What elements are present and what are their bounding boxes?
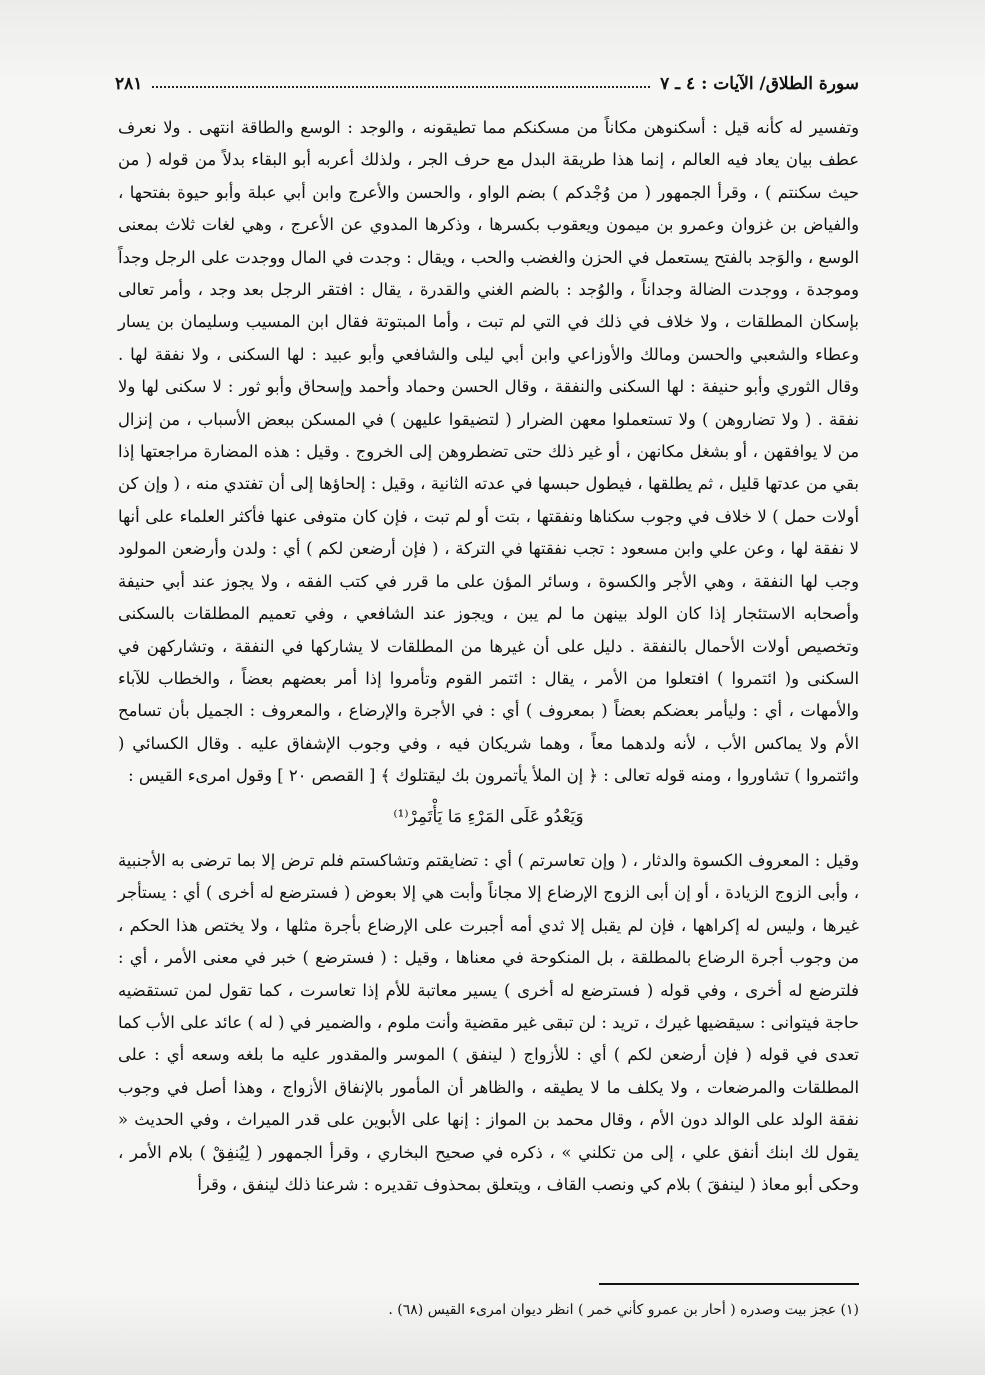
main-text (118, 112, 859, 1201)
footnote-separator (599, 1283, 859, 1285)
footnote: (١) عجز بيت وصدره ( أحار بن عمرو كأني خمر ) انظر ديوان امرىء القيس (٦٨) . (388, 1302, 859, 1318)
surah-title: سورة الطلاق/ الآيات : ٤ ـ ٧ (660, 74, 859, 94)
page-number: ٢٨١ (115, 74, 143, 94)
paragraph-1: وتفسير له كأنه قيل : أسكنوهن مكاناً من مسكنكم مما تطيقونه ، والوجد : الوسع والطاقة انتهى . ولا نعرف عطف بيان يعاد فيه العالم ، إنما هذا طريقة البدل مع حرف الجر ، ولذلك أعربه أبو البقاء بدلاً من قوله ( من حيث سكنتم ) ، وقرأ الجمهور ( من وُجْدكم ) بضم الواو ، والحسن والأعرج وابن أبي عبلة وأبو حيوة بفتحها ، والفياض بن غزوان وعمرو بن ميمون ويعقوب بكسرها ، وذكرها المدوي عن الأعرج ، وهي لغات ثلاث بمعنى الوسع ، والوَجد بالفتح يستعمل في الحزن والغضب والحب ، ويقال : وجدت في المال ووجدت على الرجل وجداً وموجدة ، ووجدت الضالة وجداناً ، والوُجد : بالضم الغني والقدرة ، يقال : افتقر الرجل بعد وجد ، وأمر تعالى بإسكان المطلقات ، ولا خلاف في ذلك في التي لم تبت ، وأما المبتوتة فقال ابن المسيب وسليمان بن يسار وعطاء والشعبي والحسن ومالك والأوزاعي وابن أبي ليلى والشافعي وأبو عبيد : لها السكنى ، ولا نفقة لها . وقال الثوري وأبو حنيفة : لها السكنى والنفقة ، وقال الحسن وحماد وأحمد وإسحاق وأبو ثور : لا سكنى لها ولا نفقة . ( ولا تضاروهن ) ولا تستعملوا معهن الضرار ( لتضيقوا عليهن ) في المسكن ببعض الأسباب ، من إنزال من لا يوافقهن ، أو بشغل مكانهن ، أو غير ذلك حتى تضطروهن إلى الخروج . وقيل : هذه المضارة مراجعتها إذا بقي من عدتها قليل ، ثم يطلقها ، فيطول حبسها في عدته الثانية ، وقيل : إلحاؤها إلى أن تفتدي منه ، ( وإن كن أولات حمل ) لا خلاف في وجوب سكناها ونفقتها ، بتت أو لم تبت ، فإن كان متوفى عنها فأكثر العلماء على أنها لا نفقة لها ، وعن علي وابن مسعود : تجب نفقتها في التركة ، ( فإن أرضعن لكم ) أي : ولدن وأرضعن المولود وجب لها النفقة ، وهي الأجر والكسوة ، وسائر المؤن على ما قرر في كتب الفقه ، ولا يجوز عند أبي حنيفة وأصحابه الاستئجار إذا كان الولد بينهن ما لم يبن ، ويجوز عند الشافعي ، وفي تعميم المطلقات بالسكنى وتخصيص أولات الأحمال بالنفقة . دليل على أن غيرها من المطلقات لا يشاركها في النفقة ، وتشاركهن في السكنى و( ائتمروا ) افتعلوا من الأمر ، يقال : ائتمر القوم وتأمروا إذا أمر بعضهم بعضاً ، والخطاب للآباء والأمهات ، أي : وليأمر بعضكم بعضاً ( بمعروف ) أي : في الأجرة والإرضاع ، والمعروف : الجميل بأن تسامح الأم ولا يماكس الأب ، لأنه ولدهما معاً ، وهما شريكان فيه ، وفي وجوب الإشفاق عليه . وقال الكسائي ( وائتمروا ) تشاوروا ، ومنه قوله تعالى : ﴿ إن الملأ يأتمرون بك ليقتلوك ﴾ [ القصص ٢٠ ] وقول امرىء القيس : (118, 118, 859, 786)
running-header (115, 62, 859, 94)
poetry-verse: وَيَعْدُو عَلَى المَرْءِ مَا يَأْتَمِرْ⁽¹⁾ (393, 806, 584, 827)
leader-dots (152, 85, 650, 88)
paragraph-2: وقيل : المعروف الكسوة والدثار ، ( وإن تعاسرتم ) أي : تضايقتم وتشاكستم فلم ترض إلا بما ترضى به الأجنبية ، وأبى الزوج الزيادة ، أو إن أبى الزوج الإرضاع إلا مجاناً وأبت هي إلا بعوض ( فسترضع له أخرى ) أي : يستأجر غيرها ، وليس له إكراهها ، فإن لم يقبل إلا ثدي أمه أجبرت على الإرضاع بأجرة مثلها ، ولا يختص هذا الحكم ، من وجوب أجرة الرضاع بالمطلقة ، بل المنكوحة في معناها ، وقيل : ( فسترضع ) خبر في معنى الأمر ، أي : فلترضع له أخرى ، وفي قوله ( فسترضع له أخرى ) يسير معاتبة للأم إذا تعاسرت ، كما تقول لمن تستقضيه حاجة فيتوانى : سيقضيها غيرك ، تريد : لن تبقى غير مقضية وأنت ملوم ، والضمير في ( له ) عائد على الأب كما تعدى في قوله ( فإن أرضعن لكم ) أي : للأزواج ( لينفق ) الموسر والمقدور عليه ما بلغه وسعه أي : على المطلقات والمرضعات ، ولا يكلف ما لا يطيقه ، والظاهر أن المأمور بالإنفاق الأزواج ، وهذا أصل في وجوب نفقة الولد على الوالد دون الأم ، وقال محمد بن المواز : إنها على الأبوين على قدر الميراث ، وفي الحديث « يقول لك ابنك أنفق علي ، إلى من تكلني » ، ذكره في صحيح البخاري ، وقرأ الجمهور ( لِيُنفِقْ ) بلام الأمر ، وحكى أبو معاذ ( لينفقَ ) بلام كي ونصب القاف ، ويتعلق بمحذوف تقديره : شرعنا ذلك لينفق ، وقرأ (118, 850, 859, 1194)
